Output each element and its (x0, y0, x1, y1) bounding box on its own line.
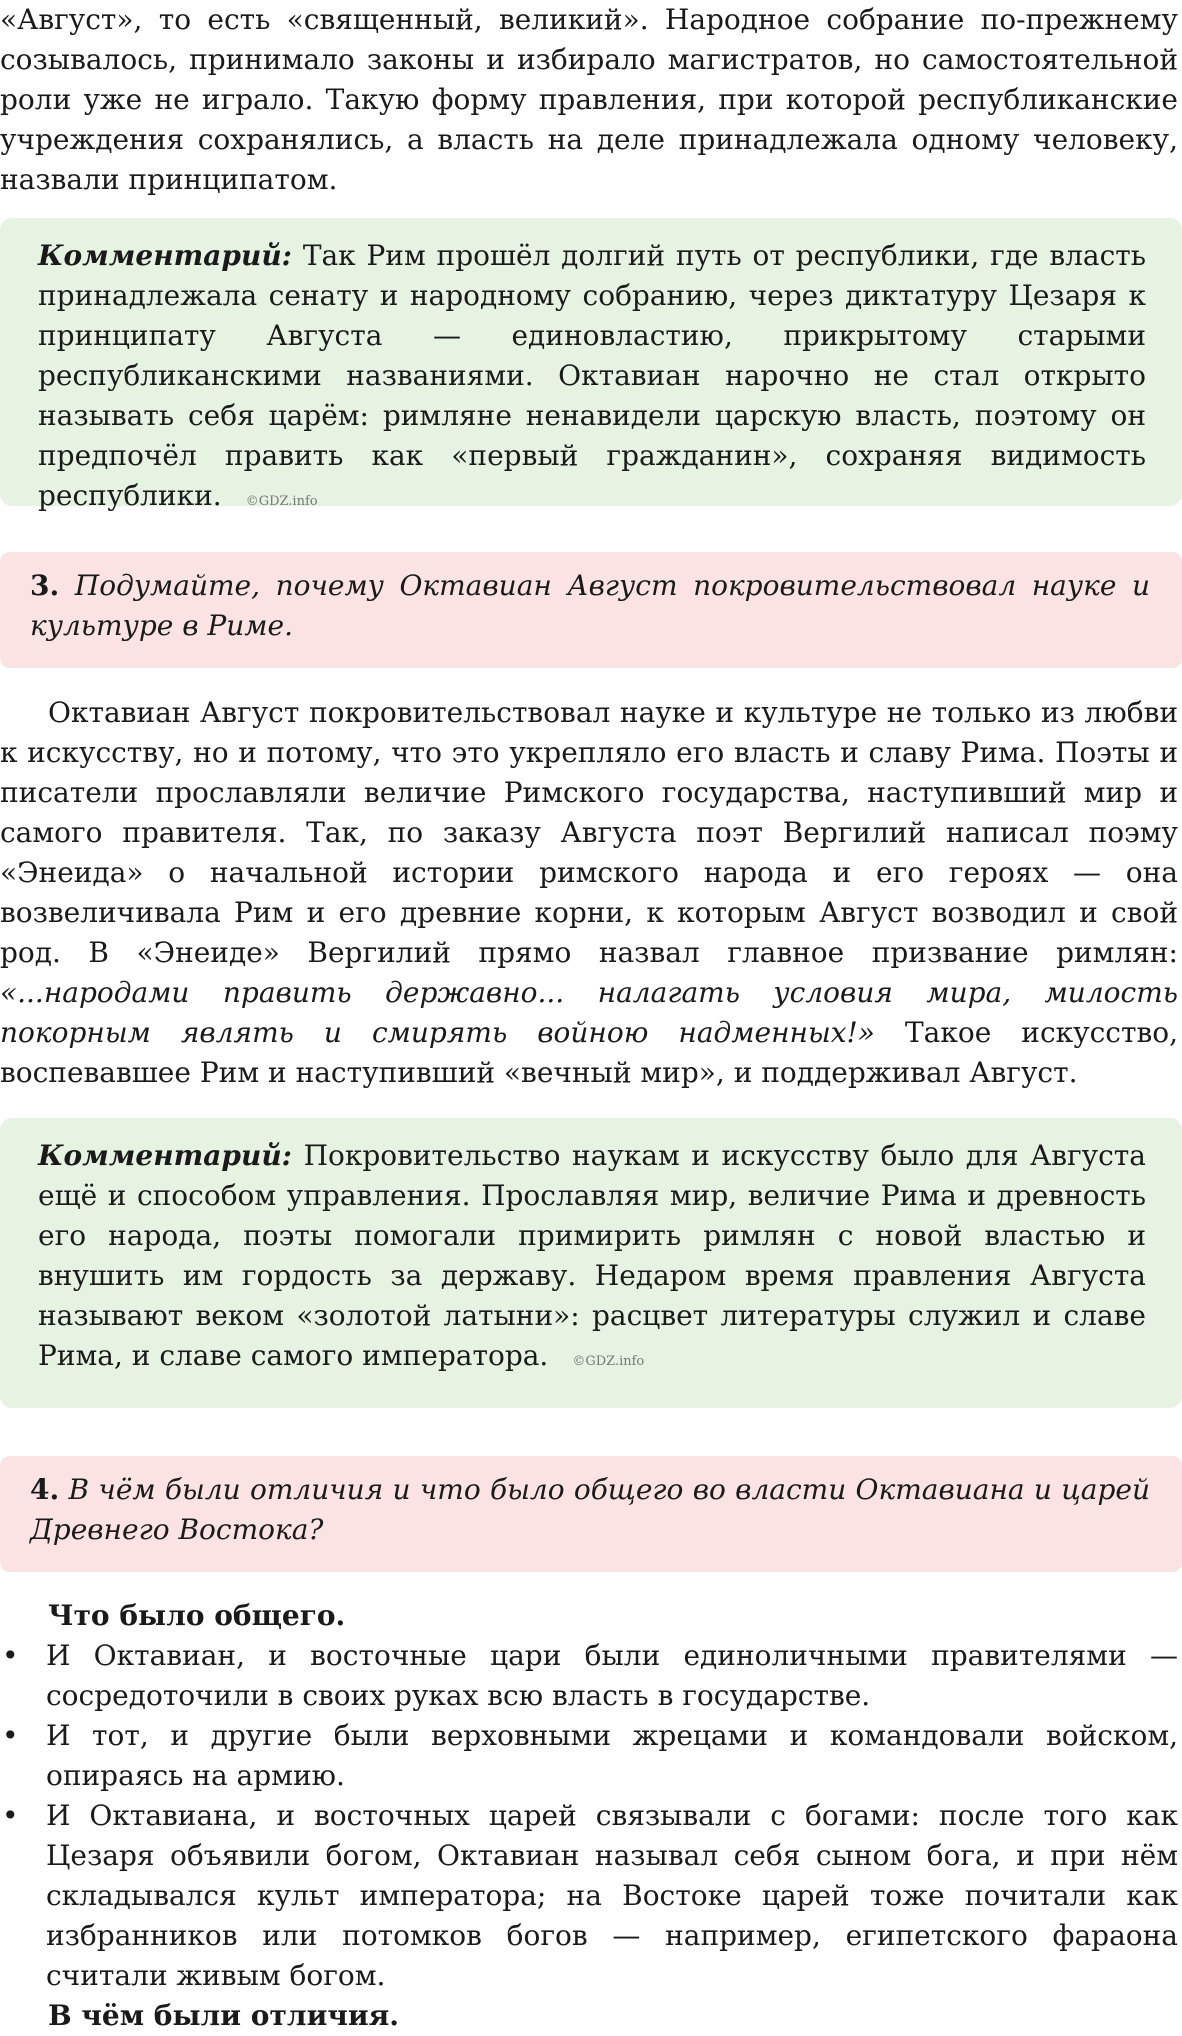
list-item-text: И тот, и другие были верховными жрецами и командовали войском, опираясь на армию. (46, 1719, 1178, 1792)
answer-3-quote: «...народами править державно... налагать условия мира, милость покорным являть и смирять войною надменных!» (0, 976, 1178, 1049)
differences-heading: В чём были отличия. (48, 1999, 400, 2032)
question-4 (30, 1470, 1150, 1550)
bullet-icon: • (2, 1799, 19, 1832)
common-list (0, 1636, 1178, 1996)
gdz-watermark-1: ©GDZ.info (245, 494, 318, 509)
answer-3-block (0, 693, 1182, 1093)
answer-4-block (0, 1596, 1182, 2036)
gdz-watermark-2: ©GDZ.info (572, 1354, 645, 1369)
bullet-icon: • (2, 1639, 19, 1672)
list-item (0, 1716, 1178, 1796)
bullet-icon: • (2, 1719, 19, 1752)
common-heading: Что было общего. (48, 1599, 346, 1632)
answer-3-text-before: Октавиан Август покровительствовал науке и культуре не только из любви к искусству, но и потому, что это укрепляло его власть и славу Рима. Поэты и писатели прославляли величие Римского государства, наступивший мир и самого правителя. Так, по заказу Августа поэт Вергилий написал поэму «Энеида» о начальной истории римского народа и его героях — она возвеличивала Рим и его древние корни, к которым Август возводил и свой род. В «Энеиде» Вергилий прямо назвал главное призвание римлян: (0, 696, 1178, 969)
list-item-text: И Октавиана, и восточных царей связывали с богами: после того как Цезаря объявили богом, Октавиан называл себя сыном бога, и при нём складывался культ императора; на Востоке царей тоже почитали как избранников или потомков богов — например, египетского фараона считали живым богом. (46, 1799, 1178, 1992)
intro-paragraph-block (0, 0, 1182, 200)
intro-paragraph: «Август», то есть «священный, великий». Народное собрание по-прежнему созывалось, принимало законы и избирало магистратов, но самостоятельной роли уже не играло. Такую форму правления, при которой республиканские учреждения сохранялись, а власть на деле принадлежала одному человеку, назвали принципатом. (0, 3, 1178, 196)
comment-1-text: Так Рим прошёл долгий путь от республики, где власть принадлежала сенату и народному собранию, через диктатуру Цезаря к принципату Августа — единовластию, прикрытому старыми республиканскими названиями. Октавиан нарочно не стал открыто называть себя царём: римляне ненавидели царскую власть, поэтому он предпочёл править как «первый гражданин», сохраняя видимость республики. (38, 239, 1147, 512)
answer-3-text-after: Такое искусство, воспевавшее Рим и наступивший «вечный мир», и поддерживал Август. (0, 1016, 1179, 1089)
answer-3-paragraph (0, 693, 1178, 1093)
question-3-number: 3. (30, 569, 60, 602)
list-item-text: И Октавиан, и восточные цари были единоличными правителями — сосредоточили в своих руках всю власть в государстве. (46, 1639, 1178, 1712)
list-item (0, 1796, 1178, 1996)
comment-box-2 (0, 1118, 1182, 1408)
comment-2-body (38, 1136, 1146, 1382)
comment-box-1 (0, 218, 1182, 512)
comment-1-body (38, 236, 1146, 522)
question-3 (30, 566, 1150, 646)
question-4-text: В чём были отличия и что было общего во власти Октавиана и царей Древнего Востока? (30, 1473, 1151, 1546)
question-4-box (0, 1456, 1182, 1572)
comment-2-text: Покровительство наукам и искусству было для Августа ещё и способом управления. Прославляя мир, величие Рима и древность его народа, поэты помогали примирить римлян с новой властью и внушить им гордость за державу. Недаром время правления Августа называют веком «золотой латыни»: расцвет литературы служил и славе Рима, и славе самого императора. (38, 1139, 1146, 1372)
question-4-number: 4. (30, 1473, 60, 1506)
comment-1-label: Комментарий: (38, 239, 293, 272)
question-3-text: Подумайте, почему Октавиан Август покровительствовал науке и культуре в Риме. (30, 569, 1150, 642)
comment-2-label: Комментарий: (38, 1139, 293, 1172)
list-item (0, 1636, 1178, 1716)
question-3-box (0, 552, 1182, 668)
